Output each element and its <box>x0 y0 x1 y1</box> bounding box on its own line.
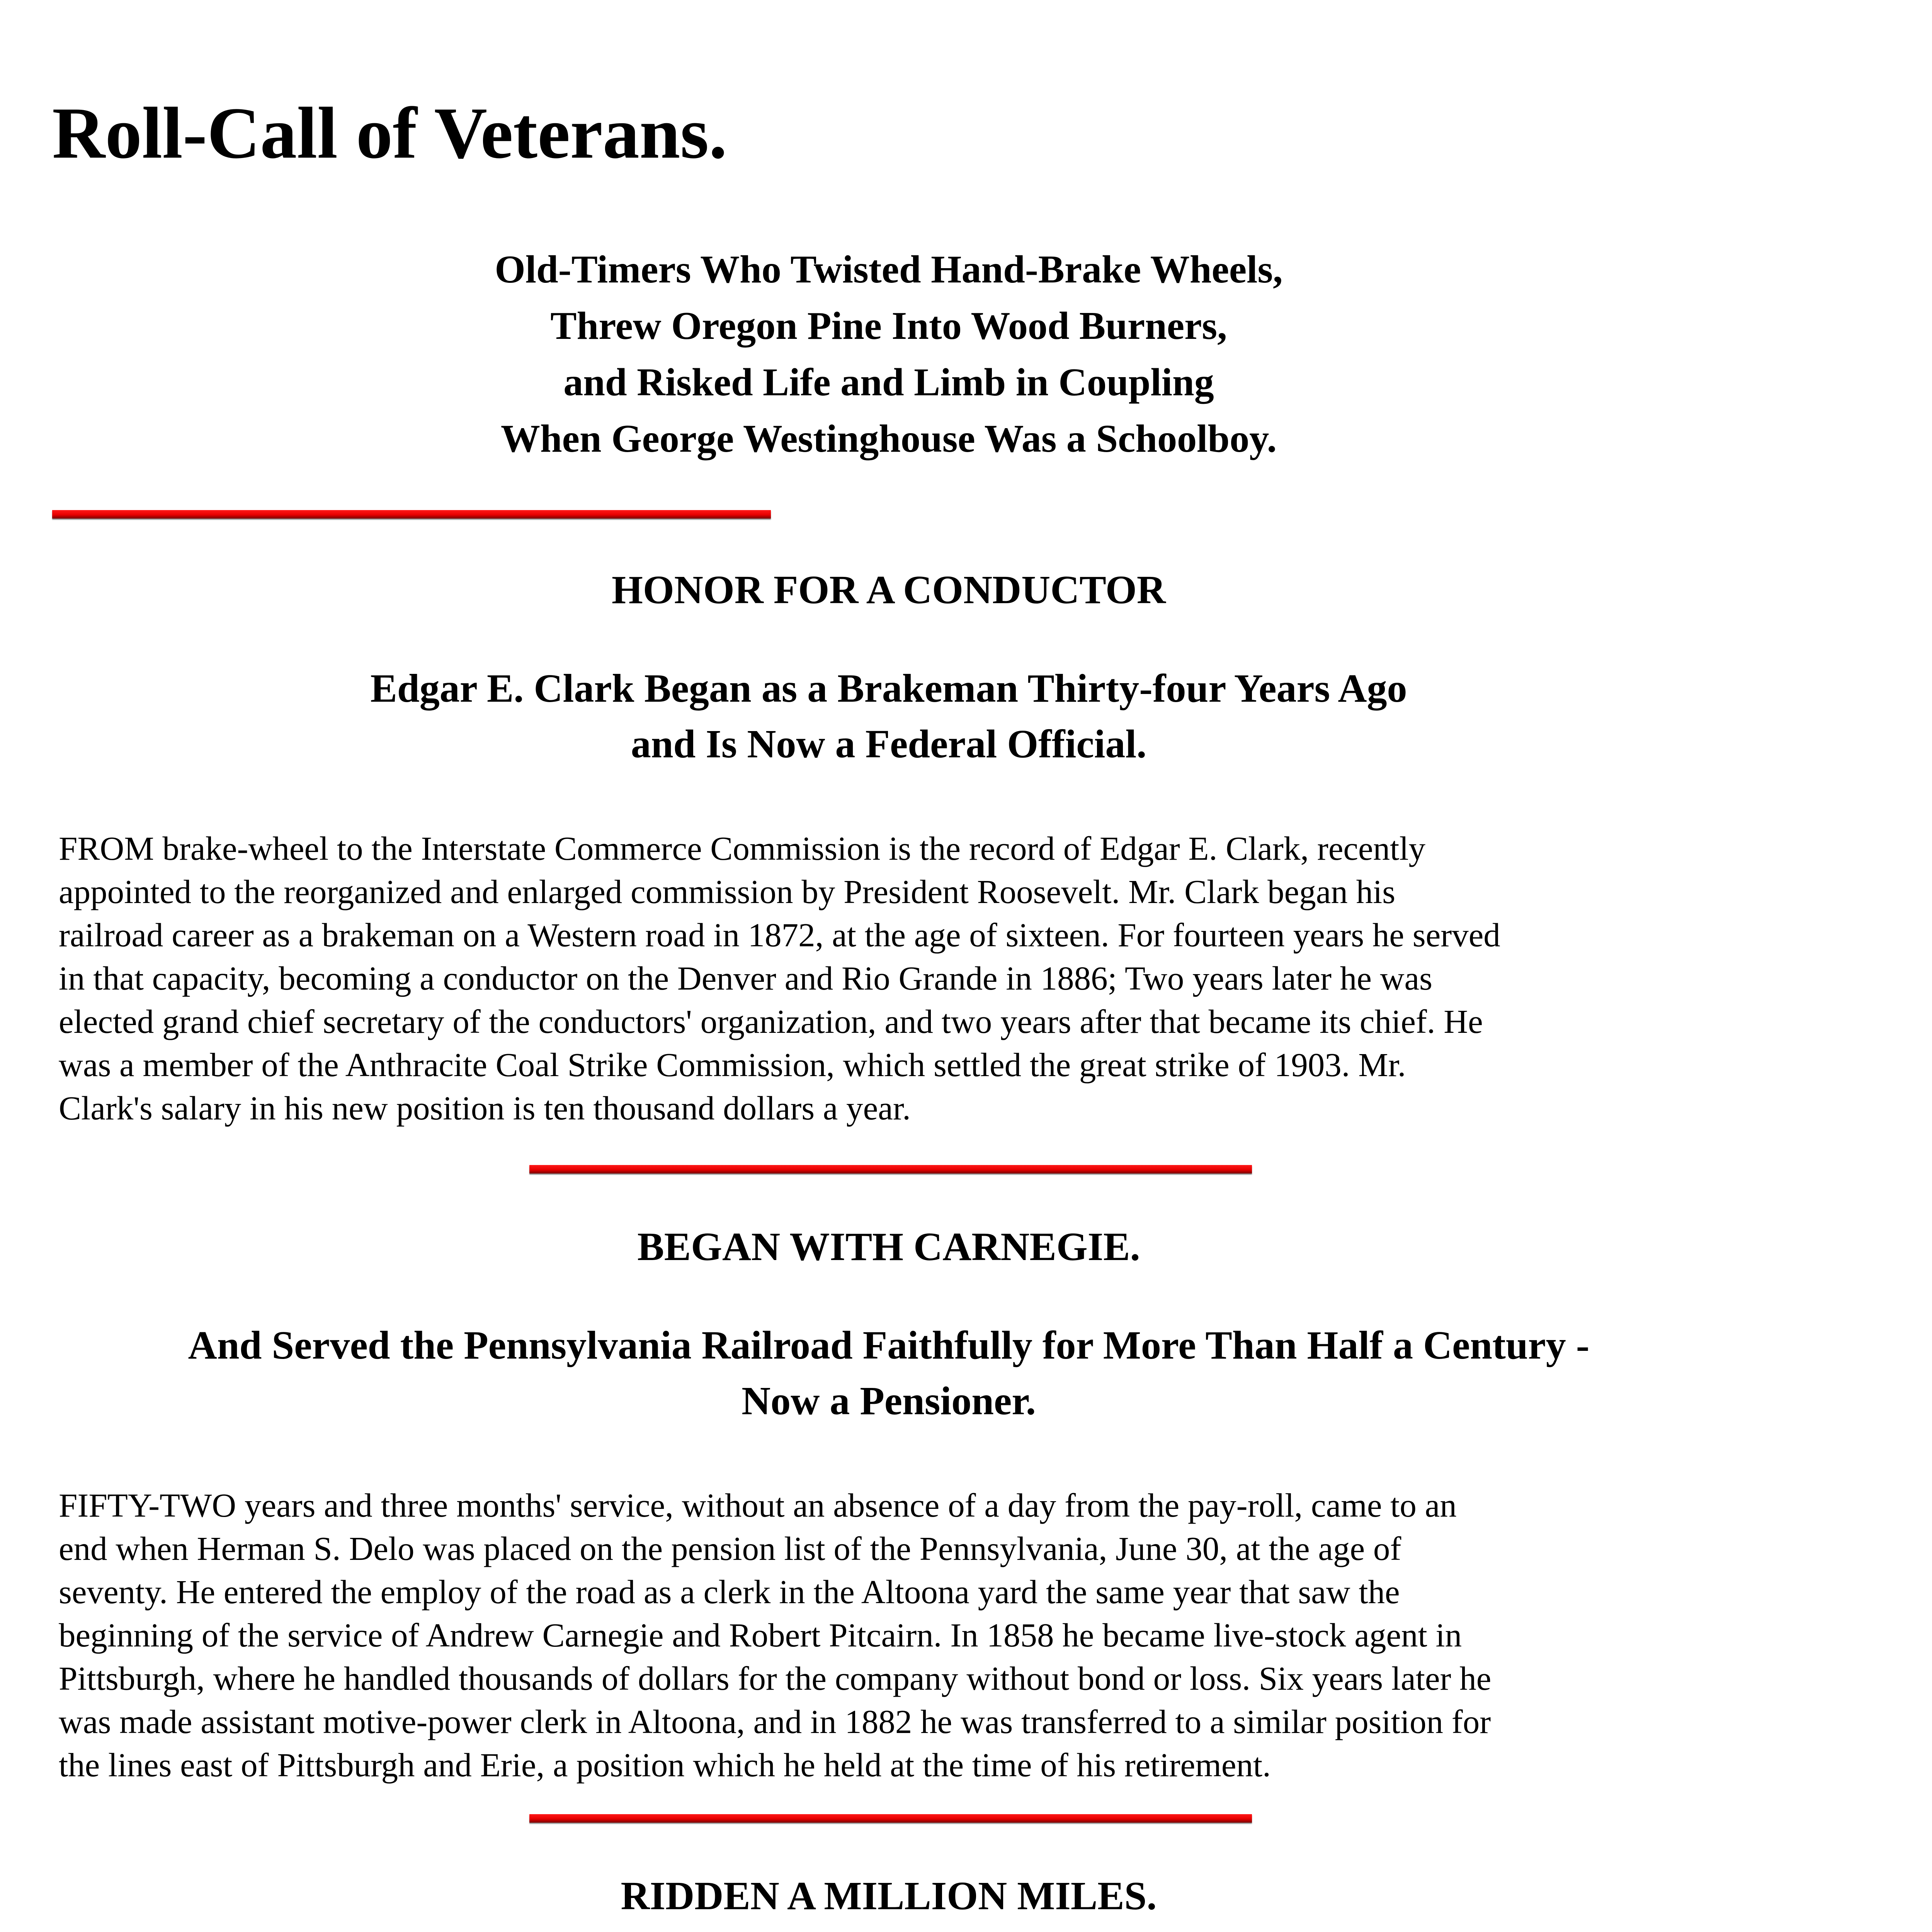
article-paragraph <box>59 827 1759 1130</box>
subtitle-line: and Risked Life and Limb in Coupling <box>563 361 1214 404</box>
section-subheading <box>0 1318 1777 1429</box>
paragraph-line: seventy. He entered the employ of the road as a clerk in the Altoona yard the same year that saw the <box>59 1573 1400 1611</box>
paragraph-line: FROM brake-wheel to the Interstate Commerce Commission is the record of Edgar E. Clark, recently <box>59 830 1426 867</box>
paragraph-line: elected grand chief secretary of the conductors' organization, and two years after that became its chief. He <box>59 1003 1483 1040</box>
paragraph-line: FIFTY-TWO years and three months' service, without an absence of a day from the pay-roll, came to an <box>59 1486 1457 1524</box>
section-subheading <box>0 661 1777 772</box>
subheading-line: Edgar E. Clark Began as a Brakeman Thirty-four Years Ago <box>370 666 1407 711</box>
subheading-line: And Served the Pennsylvania Railroad Faithfully for More Than Half a Century - <box>188 1323 1590 1367</box>
section-divider <box>529 1814 1252 1823</box>
article-paragraph <box>59 1484 1759 1787</box>
paragraph-line: Clark's salary in his new position is ten thousand dollars a year. <box>59 1089 911 1127</box>
paragraph-line: beginning of the service of Andrew Carnegie and Robert Pitcairn. In 1858 he became live-stock agent in <box>59 1616 1462 1654</box>
paragraph-line: railroad career as a brakeman on a Western road in 1872, at the age of sixteen. For fourteen years he served <box>59 916 1500 954</box>
paragraph-line: the lines east of Pittsburgh and Erie, a position which he held at the time of his retirement. <box>59 1746 1271 1784</box>
title-divider <box>52 510 771 519</box>
subtitle-line: Old-Timers Who Twisted Hand-Brake Wheels, <box>495 248 1283 291</box>
section-divider <box>529 1165 1252 1173</box>
subtitle-line: Threw Oregon Pine Into Wood Burners, <box>550 304 1227 348</box>
paragraph-line: was a member of the Anthracite Coal Strike Commission, which settled the great strike of 1903. Mr. <box>59 1046 1406 1083</box>
paragraph-line: in that capacity, becoming a conductor on the Denver and Rio Grande in 1886; Two years later he was <box>59 959 1432 997</box>
paragraph-line: end when Herman S. Delo was placed on the pension list of the Pennsylvania, June 30, at the age of <box>59 1530 1401 1567</box>
subheading-line: and Is Now a Federal Official. <box>631 722 1147 766</box>
subheading-line: Now a Pensioner. <box>742 1379 1036 1423</box>
page-title: Roll-Call of Veterans. <box>52 93 727 174</box>
subtitle <box>348 242 1430 467</box>
section-heading: BEGAN WITH CARNEGIE. <box>637 1225 1140 1269</box>
subtitle-line: When George Westinghouse Was a Schoolboy. <box>500 417 1277 461</box>
section-heading: RIDDEN A MILLION MILES. <box>621 1874 1157 1918</box>
paragraph-line: was made assistant motive-power clerk in Altoona, and in 1882 he was transferred to a similar position for <box>59 1703 1491 1740</box>
paragraph-line: Pittsburgh, where he handled thousands of dollars for the company without bond or loss. Six years later he <box>59 1660 1492 1697</box>
section-heading: HONOR FOR A CONDUCTOR <box>612 568 1166 612</box>
paragraph-line: appointed to the reorganized and enlarged commission by President Roosevelt. Mr. Clark began his <box>59 873 1396 910</box>
